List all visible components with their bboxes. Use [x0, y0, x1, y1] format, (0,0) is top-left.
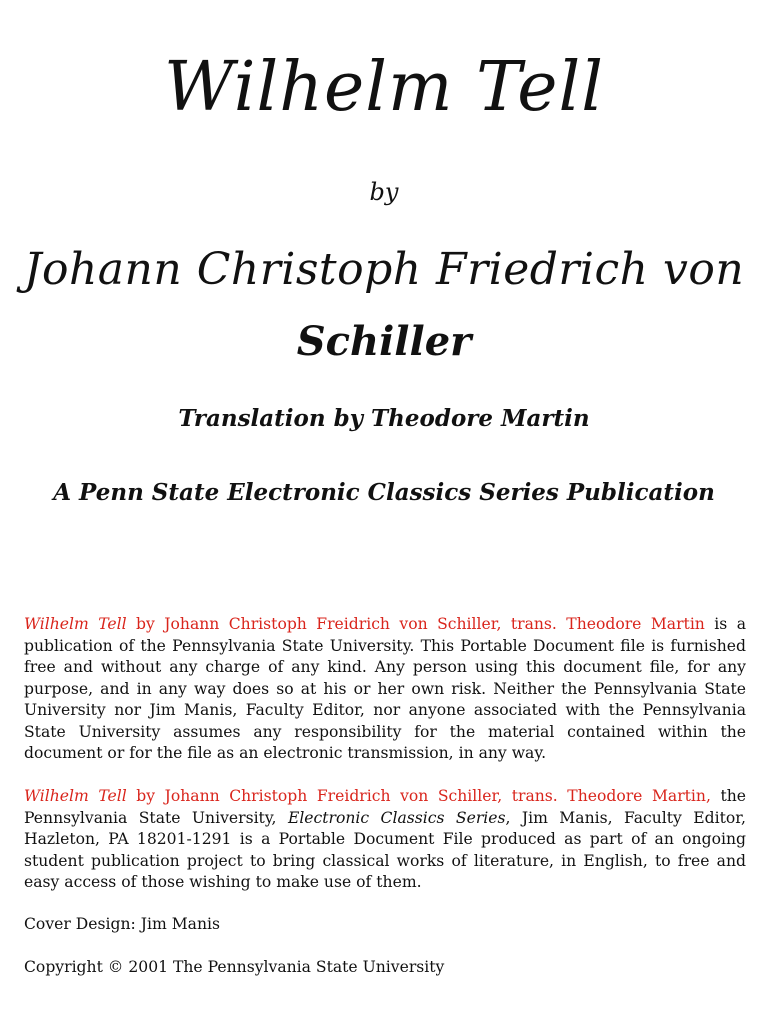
notice-title: Wilhelm Tell	[24, 615, 127, 633]
book-title: Wilhelm Tell	[164, 48, 604, 127]
cover-design-credit: Cover Design: Jim Manis	[24, 915, 221, 933]
series-name: Electronic Classics Series	[287, 808, 506, 827]
by-label: by	[369, 178, 399, 206]
info-text-b: , Jim Manis, Faculty Editor, Hazleton, PA 18201-1291 is a Portable Document File produced as part of an ongoing student publication project to bring classical works of literature, in English, to free and easy access of those wishing to make use of them.	[24, 808, 746, 891]
info-author-credit: by Johann Christoph Freidrich von Schiller, trans. Theodore Martin,	[126, 787, 711, 805]
author-name-line1: Johann Christoph Friedrich von	[23, 244, 745, 295]
info-text-a: the Pennsylvania State University,	[24, 787, 747, 827]
author-name-line2: Schiller	[296, 318, 472, 365]
copyright-notice: Copyright © 2001 The Pennsylvania State University	[24, 958, 445, 976]
publisher-info-paragraph	[24, 786, 746, 894]
translation-credit: Translation by Theodore Martin	[178, 405, 590, 432]
info-title: Wilhelm Tell	[24, 787, 127, 805]
publication-notice-paragraph	[24, 614, 746, 765]
notice-text: is a publication of the Pennsylvania State University. This Portable Document file is furnished free and without any charge of any kind. Any person using this document file, for any purpose, and in any way does so at his or her own risk. Neither the Pennsylvania State University nor Jim Manis, Faculty Editor, nor anyone associated with the Pennsylvania State University assumes any responsibility for the material contained within the document or for the file as an electronic transmission, in any way.	[24, 615, 747, 762]
series-credit: A Penn State Electronic Classics Series Publication	[53, 479, 715, 506]
notice-author-credit: by Johann Christoph Freidrich von Schiller, trans. Theodore Martin	[126, 615, 705, 633]
